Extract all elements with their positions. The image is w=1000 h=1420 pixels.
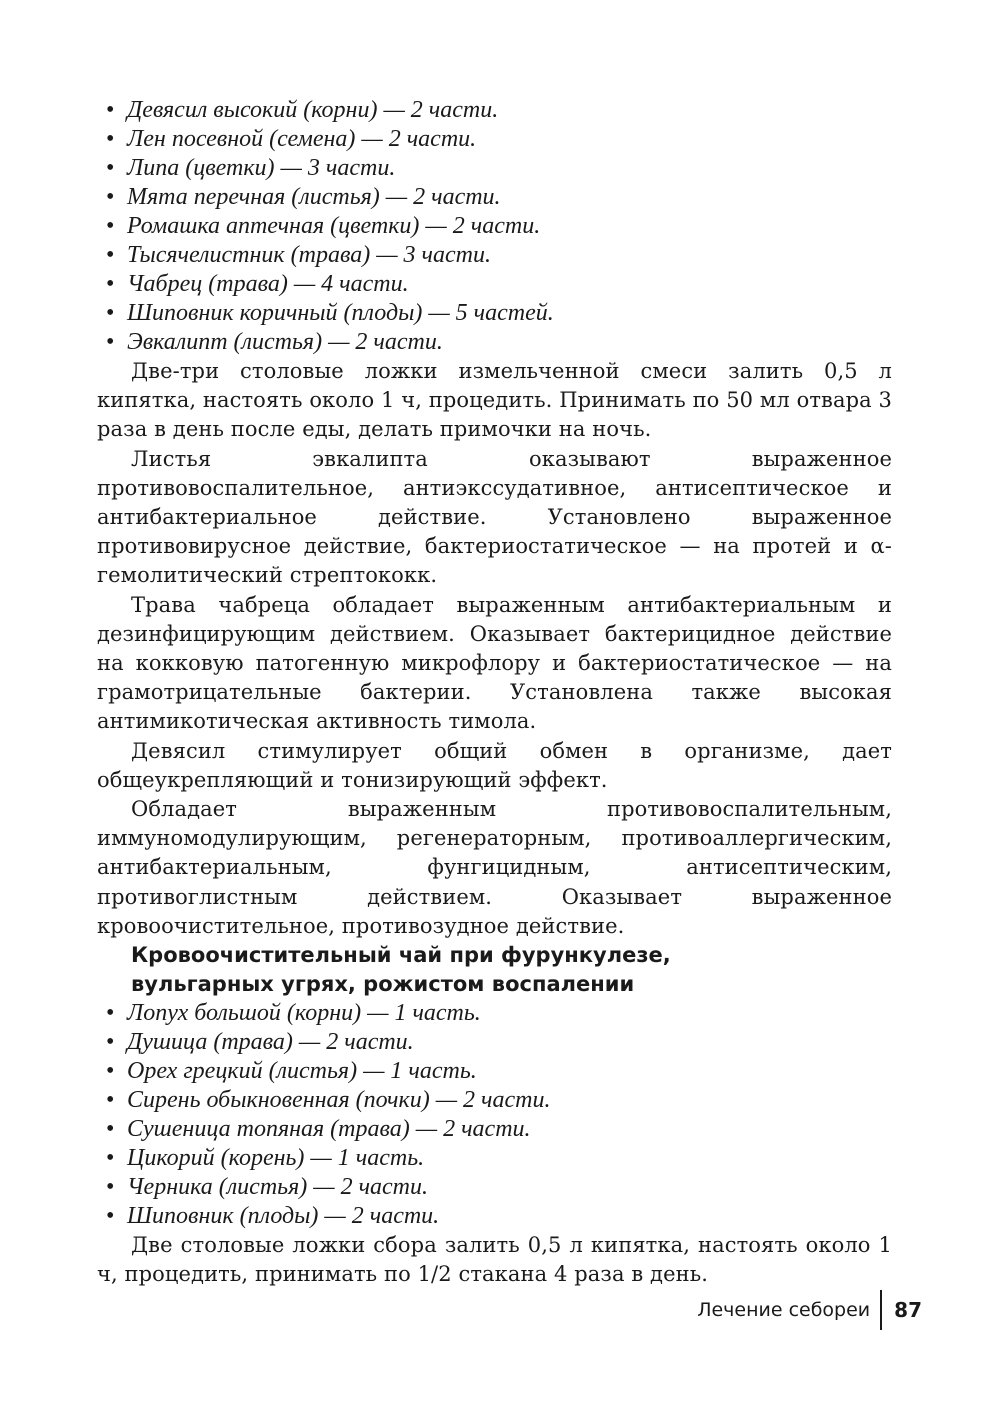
page-content <box>97 96 892 1289</box>
page-number: 87 <box>894 1298 922 1322</box>
list-item: • Лопух большой (корни) — 1 часть. <box>127 999 892 1028</box>
section-heading <box>97 941 892 999</box>
heading-line-1: Кровоочистительный чай при фурункулезе, <box>131 943 671 968</box>
list-item: • Сушеница топяная (трава) — 2 части. <box>127 1115 892 1144</box>
list-item: • Мята перечная (листья) — 2 части. <box>127 183 892 212</box>
paragraph: Трава чабреца обладает выраженным антибактериальным и дезинфицирующим действием. Оказывает бактерицидное действие на кокковую патогенную микрофлору и бактериостатическое — на грамотрицательные бактерии. Установлена также высокая антимикотическая активность тимола. <box>97 592 892 734</box>
ingredient-list-2 <box>97 999 892 1231</box>
list-item: • Душица (трава) — 2 части. <box>127 1028 892 1057</box>
list-item: • Липа (цветки) — 3 части. <box>127 154 892 183</box>
paragraph: Две-три столовые ложки измельченной смеси залить 0,5 л кипятка, настоять около 1 ч, процедить. Принимать по 50 мл отвара 3 раза в день после еды, делать примочки на ночь. <box>97 359 892 442</box>
ingredient-list-1 <box>97 96 892 357</box>
list-item: • Шиповник (плоды) — 2 части. <box>127 1202 892 1231</box>
heading-line-2: вульгарных угрях, рожистом воспалении <box>131 972 635 997</box>
list-item: • Шиповник коричный (плоды) — 5 частей. <box>127 299 892 328</box>
list-item: • Черника (листья) — 2 части. <box>127 1173 892 1202</box>
list-item: • Девясил высокий (корни) — 2 части. <box>127 96 892 125</box>
paragraph: Девясил стимулирует общий обмен в организме, дает общеукрепляющий и тонизирующий эффект. <box>97 738 892 792</box>
list-item: • Чабрец (трава) — 4 части. <box>127 270 892 299</box>
page-footer <box>697 1290 922 1330</box>
list-item: • Лен посевной (семена) — 2 части. <box>127 125 892 154</box>
paragraph: Листья эвкалипта оказывают выраженное противовоспалительное, антиэкссудативное, антисептическое и антибактериальное действие. Установлено выраженное противовирусное действие, бактериостатическое — на протей и α-гемолитический стрептококк. <box>97 446 892 588</box>
list-item: • Эвкалипт (листья) — 2 части. <box>127 328 892 357</box>
paragraph: Обладает выраженным противовоспалительным, иммуномодулирующим, регенераторным, противоаллергическим, антибактериальным, фунгицидным, антисептическим, противоглистным действием. Оказывает выраженное кровоочистительное, противозудное действие. <box>97 797 892 938</box>
list-item: • Тысячелистник (трава) — 3 части. <box>127 241 892 270</box>
list-item: • Ромашка аптечная (цветки) — 2 части. <box>127 212 892 241</box>
running-title: Лечение себореи <box>697 1299 871 1321</box>
list-item: • Цикорий (корень) — 1 часть. <box>127 1144 892 1173</box>
list-item: • Орех грецкий (листья) — 1 часть. <box>127 1057 892 1086</box>
list-item: • Сирень обыкновенная (почки) — 2 части. <box>127 1086 892 1115</box>
paragraph: Две столовые ложки сбора залить 0,5 л кипятка, настоять около 1 ч, процедить, принимать по 1/2 стакана 4 раза в день. <box>97 1233 892 1287</box>
